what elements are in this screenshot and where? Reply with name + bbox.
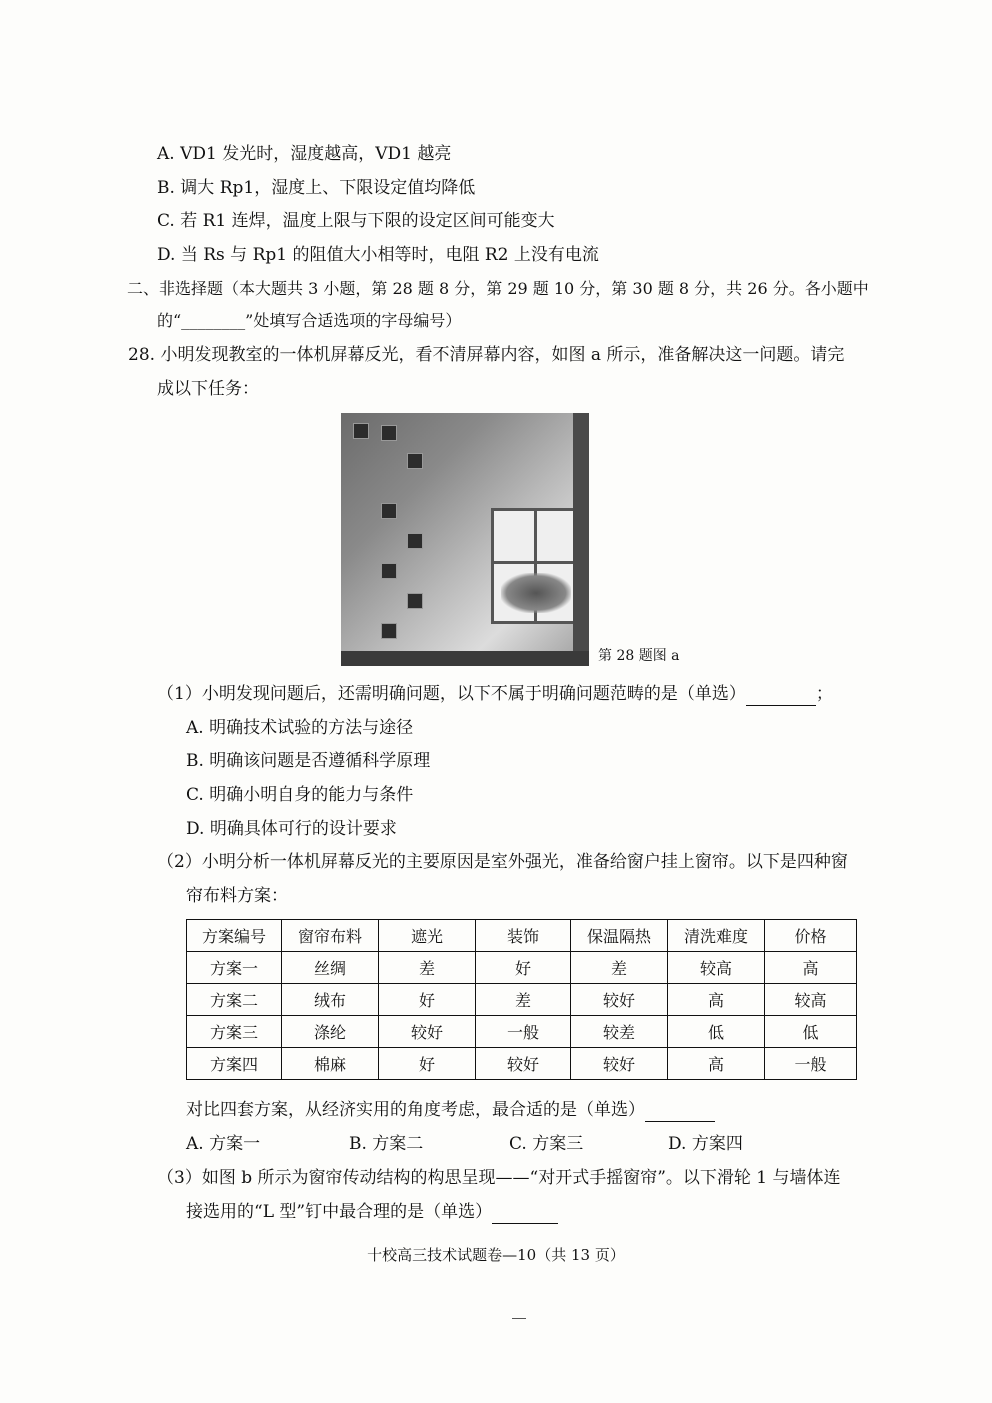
table-cell: 较好 [379, 1016, 476, 1048]
q28-sub3-prompt-cont [186, 1201, 558, 1224]
table-header-row [187, 920, 857, 952]
desktop-icon [407, 453, 423, 469]
q28-sub2-option-c: C. 方案三 [509, 1134, 584, 1154]
q28-sub2-prompt: （2）小明分析一体机屏幕反光的主要原因是室外强光，准备给窗户挂上窗帘。以下是四种窗 [157, 852, 848, 872]
table-cell: 方案三 [187, 1016, 282, 1048]
table-cell: 差 [379, 952, 476, 984]
table-row [187, 952, 857, 984]
table-header-cell: 保温隔热 [571, 920, 668, 952]
q28-sub1-option-c: C. 明确小明自身的能力与条件 [186, 785, 414, 805]
screen-frame [573, 413, 589, 666]
q28-sub2-prompt-cont: 帘布料方案： [186, 886, 288, 906]
table-cell: 差 [476, 984, 571, 1016]
q28-sub3-prompt: （3）如图 b 所示为窗帘传动结构的构思呈现——“对开式手摇窗帘”。以下滑轮 1 与墙体连 [157, 1168, 841, 1188]
table-cell: 绒布 [282, 984, 379, 1016]
q28-sub3-text: 接选用的“L 型”钉中最合理的是（单选） [186, 1202, 493, 1222]
desktop-icon [381, 425, 397, 441]
table-cell: 高 [668, 1048, 765, 1080]
table-cell: 较好 [476, 1048, 571, 1080]
q28-sub2-question-text: 对比四套方案，从经济实用的角度考虑，最合适的是（单选） [186, 1100, 645, 1120]
q28-sub2-option-a: A. 方案一 [186, 1134, 261, 1154]
q27-option-b: B. 调大 Rp1，湿度上、下限设定值均降低 [157, 178, 476, 198]
q28-stem: 28. 小明发现教室的一体机屏幕反光，看不清屏幕内容，如图 a 所示，准备解决这一问题。请完 [128, 345, 845, 365]
q27-option-a: A. VD1 发光时，湿度越高，VD1 越亮 [157, 144, 452, 164]
table-cell: 一般 [476, 1016, 571, 1048]
q28-sub1-text: （1）小明发现问题后，还需明确问题，以下不属于明确问题范畴的是（单选） [157, 684, 746, 704]
table-header-cell: 窗帘布料 [282, 920, 379, 952]
table-cell: 差 [571, 952, 668, 984]
table-cell: 较高 [765, 984, 857, 1016]
q28-sub2-option-d: D. 方案四 [668, 1134, 743, 1154]
q28-sub1-option-d: D. 明确具体可行的设计要求 [186, 819, 397, 839]
table-cell: 方案二 [187, 984, 282, 1016]
table-cell: 棉麻 [282, 1048, 379, 1080]
section2-heading-cont: 的“________”处填写合适选项的字母编号） [157, 311, 462, 330]
table-row [187, 984, 857, 1016]
figure-caption: 第 28 题图 a [598, 648, 680, 664]
table-cell: 低 [765, 1016, 857, 1048]
table-header-cell: 遮光 [379, 920, 476, 952]
q28-sub1-prompt [157, 683, 833, 706]
table-cell: 低 [668, 1016, 765, 1048]
answer-blank[interactable] [746, 683, 816, 706]
table-cell: 好 [379, 984, 476, 1016]
q28-sub1-option-b: B. 明确该问题是否遵循科学原理 [186, 751, 431, 771]
desktop-icon [407, 593, 423, 609]
desktop-icon [381, 563, 397, 579]
tree-reflection [501, 573, 571, 613]
table-row [187, 1016, 857, 1048]
desktop-icon [407, 533, 423, 549]
q28-sub1-option-a: A. 明确技术试验的方法与途径 [186, 718, 414, 738]
desktop-icon [381, 623, 397, 639]
q28-stem-cont: 成以下任务： [157, 379, 259, 399]
answer-blank[interactable] [645, 1099, 715, 1122]
table-cell: 较高 [668, 952, 765, 984]
answer-blank[interactable] [492, 1201, 558, 1224]
table-cell: 高 [765, 952, 857, 984]
table-cell: 好 [476, 952, 571, 984]
page-footer: 十校高三技术试题卷—10（共 13 页） [367, 1246, 625, 1264]
curtain-plan-table [186, 919, 857, 1080]
table-cell: 一般 [765, 1048, 857, 1080]
q28-sub1-end: ； [815, 684, 833, 704]
table-header-cell: 价格 [765, 920, 857, 952]
q27-option-c: C. 若 R1 连焊，温度上限与下限的设定区间可能变大 [157, 211, 555, 231]
table-cell: 较好 [571, 984, 668, 1016]
table-cell: 较好 [571, 1048, 668, 1080]
table-row [187, 1048, 857, 1080]
table-cell: 较差 [571, 1016, 668, 1048]
table-cell: 涤纶 [282, 1016, 379, 1048]
table-cell: 丝绸 [282, 952, 379, 984]
q28-sub2-question [186, 1099, 715, 1122]
table-cell: 高 [668, 984, 765, 1016]
scan-mark [512, 1318, 526, 1319]
figure-28a-photo [341, 413, 589, 666]
table-cell: 好 [379, 1048, 476, 1080]
desktop-icon [381, 503, 397, 519]
screen-frame [341, 651, 589, 666]
table-header-cell: 清洗难度 [668, 920, 765, 952]
desktop-icon [353, 423, 369, 439]
table-header-cell: 方案编号 [187, 920, 282, 952]
table-header-cell: 装饰 [476, 920, 571, 952]
table-cell: 方案四 [187, 1048, 282, 1080]
q27-option-d: D. 当 Rs 与 Rp1 的阻值大小相等时，电阻 R2 上没有电流 [157, 245, 599, 265]
table-cell: 方案一 [187, 952, 282, 984]
section2-heading: 二、非选择题（本大题共 3 小题，第 28 题 8 分，第 29 题 10 分，第 30 题 8 分，共 26 分。各小题中 [127, 279, 869, 298]
q28-sub2-option-b: B. 方案二 [349, 1134, 424, 1154]
